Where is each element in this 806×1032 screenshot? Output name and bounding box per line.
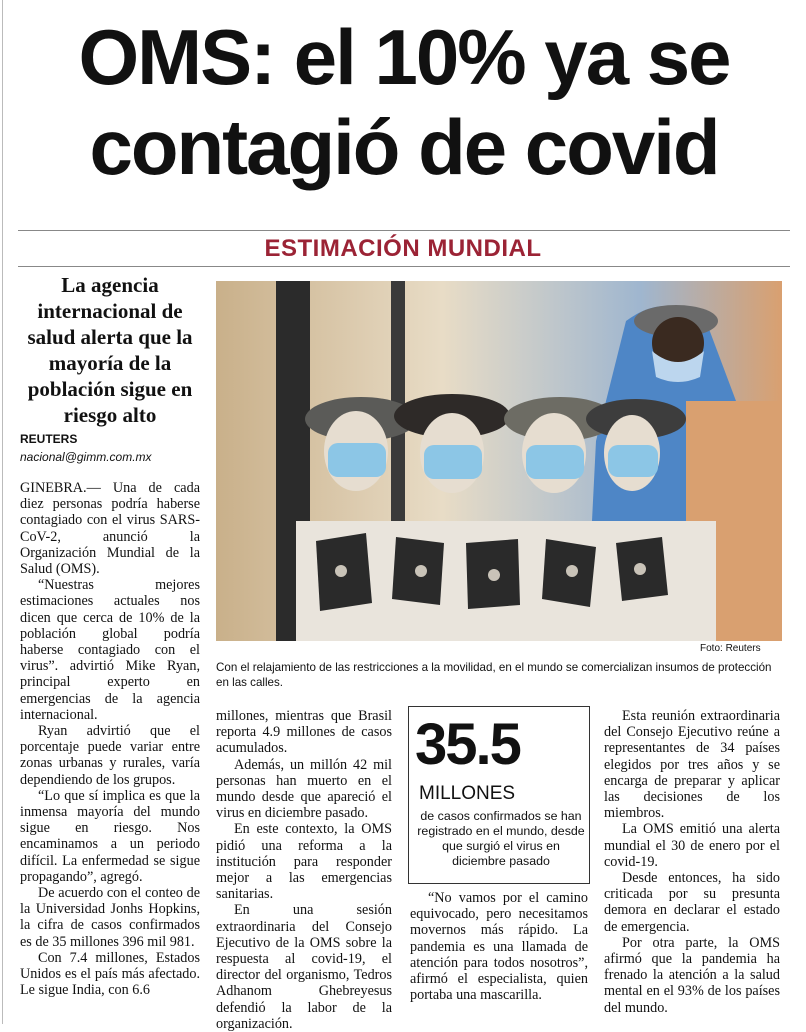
paragraph: Además, un millón 42 mil personas han muerto en el mundo desde que apareció el virus en diciembre pasado. xyxy=(216,756,392,822)
fact-number: 35.5 xyxy=(415,712,520,777)
paragraph: “No vamos por el camino equivocado, pero necesitamos movernos más rápido. La pandemia es una llamada de atención para todos nosotros”, afirmó el especialista, quien portaba una mascarilla. xyxy=(410,890,588,1004)
paragraph: De acuerdo con el conteo de la Universidad Jonhs Hopkins, la cifra de casos confirmados es de 35 millones 396 mil 981. xyxy=(20,885,200,950)
article-column-2 xyxy=(216,708,392,1032)
paragraph: millones, mientras que Brasil reporta 4.9 millones de casos acumulados. xyxy=(216,708,392,757)
paragraph: “Nuestras mejores estimaciones actuales nos dicen que cerca de 10% de la población global podría haberse contagiado con el virus”. advirtió Mike Ryan, principal experto en emergencias de la agencia internacional. xyxy=(20,577,200,723)
photo-credit: Foto: Reuters xyxy=(700,643,761,654)
paragraph: En una sesión extraordinaria del Consejo Ejecutivo de la OMS sobre la respuesta al covid-19, el director del organismo, Tedros Adhanom Ghebreyesus defendió la labor de la organización. xyxy=(216,902,392,1032)
paragraph: Por otra parte, la OMS afirmó que la pandemia ha frenado la atención a la salud mental en el 93% de los países del mundo. xyxy=(604,934,780,1016)
paragraph: Esta reunión extraordinaria del Consejo Ejecutivo reúne a representantes de 34 países elegidos por tres años y se encarga de preparar y aplicar las decisiones de los miembros. xyxy=(604,708,780,822)
paragraph: Ryan advirtió que el porcentaje puede variar entre zonas urbanas y rurales, varía dependiendo de los grupos. xyxy=(20,723,200,788)
section-kicker: ESTIMACIÓN MUNDIAL xyxy=(264,235,542,262)
headline-line-2: contagió de covid xyxy=(89,103,719,191)
news-photo xyxy=(216,281,782,641)
page-edge-rule xyxy=(2,0,3,1024)
paragraph: Con 7.4 millones, Estados Unidos es el país más afectado. Le sigue India, con 6.6 xyxy=(20,949,200,999)
kicker-top-rule xyxy=(18,230,790,231)
fact-unit: MILLONES xyxy=(419,783,516,804)
paragraph: Desde entonces, ha sido criticada por su presunta demora en declarar el estado de emergencia. xyxy=(604,870,780,935)
paragraph: “Lo que sí implica es que la inmensa mayoría del mundo sigue en riesgo. Nos encaminamos a un periodo difícil. La enfermedad se sigue propagando”, agregó. xyxy=(20,787,200,885)
photo-caption: Con el relajamiento de las restricciones a la movilidad, en el mundo se comercializan insumos de protección en las calles. xyxy=(216,661,772,689)
mannequin-masks-photo xyxy=(216,281,782,641)
paragraph: La OMS emitió una alerta mundial el 30 de enero por el covid-19. xyxy=(604,821,780,870)
paragraph: En este contexto, la OMS pidió una reforma a la institución para responder mejor a las emergencias sanitarias. xyxy=(216,821,392,903)
headline-line-1: OMS: el 10% ya se xyxy=(78,13,730,101)
byline-source: REUTERS xyxy=(20,432,78,446)
paragraph: GINEBRA.— Una de cada diez personas podría haberse contagiado con el virus SARS-CoV-2, anunció la Organización Mundial de la Salud (OMS). xyxy=(20,480,200,578)
fact-box xyxy=(408,706,590,884)
fact-description: de casos confirmados se han registrado en el mundo, desde que surgió el virus en diciembre pasado xyxy=(417,809,585,868)
article-column-1 xyxy=(20,480,200,999)
article-column-3 xyxy=(410,890,588,1003)
article-column-4 xyxy=(604,708,780,1016)
kicker-bottom-rule xyxy=(18,266,790,267)
deck-summary: La agencia internacional de salud alerta que la mayoría de la población sigue en riesgo alto xyxy=(27,273,193,427)
byline-email: nacional@gimm.com.mx xyxy=(20,450,152,464)
headline xyxy=(14,12,794,192)
